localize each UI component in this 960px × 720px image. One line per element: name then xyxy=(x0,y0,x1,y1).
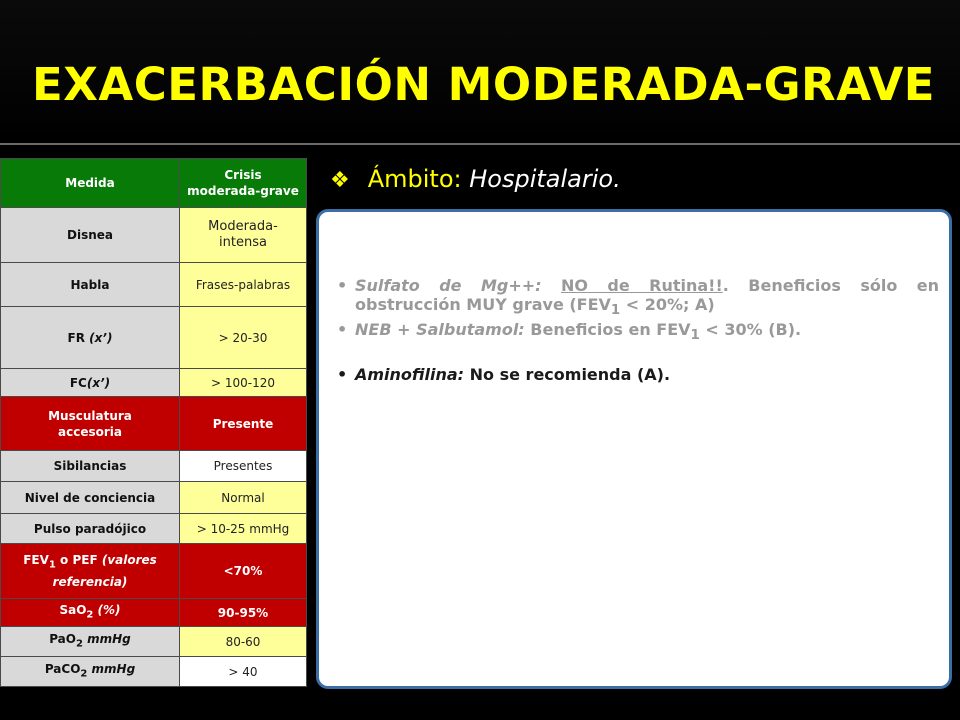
table-row xyxy=(1,482,307,514)
row-label xyxy=(1,657,180,687)
row-label-unit: (%) xyxy=(93,602,121,617)
row-label xyxy=(1,627,180,657)
row-label-text: PaCO xyxy=(44,661,81,676)
list-item xyxy=(335,276,939,320)
row-label-sub: 2 xyxy=(75,638,83,650)
row-value xyxy=(180,208,307,263)
table-row xyxy=(1,369,307,397)
row-value: 80-60 xyxy=(180,627,307,657)
row-label-unit: (x’) xyxy=(89,330,113,345)
row-label-sub: 2 xyxy=(80,668,88,680)
table-row xyxy=(1,263,307,307)
scope-value: Hospitalario. xyxy=(461,165,621,193)
row-value: > 100-120 xyxy=(180,369,307,397)
row-value: Presente xyxy=(180,397,307,451)
row-label-sub: 1 xyxy=(48,559,56,571)
row-label-line2: accesoria xyxy=(58,424,122,439)
bullet-term: Aminofilina: xyxy=(355,365,465,385)
row-label-text: SaO xyxy=(59,602,87,617)
row-value-line2: intensa xyxy=(219,235,267,250)
table-row xyxy=(1,208,307,263)
row-value: Presentes xyxy=(180,451,307,482)
row-label: Nivel de conciencia xyxy=(1,482,180,514)
bullet-text-2: < 20%; A) xyxy=(620,295,715,314)
row-value-line1: Moderada- xyxy=(208,219,278,234)
row-label-text: FEV xyxy=(23,553,49,568)
scope-line xyxy=(330,165,621,193)
row-value: Frases-palabras xyxy=(180,263,307,307)
bullet-sub: 1 xyxy=(610,303,621,319)
table-row xyxy=(1,514,307,544)
row-label: Disnea xyxy=(1,208,180,263)
bullet-dot: • xyxy=(337,320,348,340)
row-label-unit: (x’) xyxy=(86,375,111,390)
header-crisis-line2: moderada-grave xyxy=(187,184,299,198)
bullet-dot: • xyxy=(337,365,348,385)
bullet-sub: 1 xyxy=(690,328,700,344)
bullet-list xyxy=(335,276,939,384)
content-box xyxy=(316,209,952,689)
diamond-bullet-icon: ❖ xyxy=(330,168,350,193)
row-label-italic-2: referencia) xyxy=(52,574,128,589)
row-label: Pulso paradójico xyxy=(1,514,180,544)
row-label xyxy=(1,544,180,599)
row-label-text: PaO xyxy=(49,631,76,646)
row-label-italic: (valores xyxy=(101,553,157,568)
bullet-text: No se recomienda (A). xyxy=(464,365,671,385)
header-medida: Medida xyxy=(1,159,180,208)
row-label-unit: mmHg xyxy=(87,661,136,676)
list-item xyxy=(335,365,939,384)
table-row-highlight xyxy=(1,599,307,627)
row-label xyxy=(1,307,180,369)
list-item xyxy=(335,320,939,345)
table-header-row xyxy=(1,159,307,208)
scope-label: Ámbito: xyxy=(367,165,462,193)
criteria-table xyxy=(0,158,307,687)
bullet-text: Beneficios en FEV xyxy=(524,320,691,340)
row-label-text: FC xyxy=(69,375,87,390)
table-row xyxy=(1,307,307,369)
bullet-term: NEB + Salbutamol: xyxy=(355,320,525,340)
row-value: > 20-30 xyxy=(180,307,307,369)
row-label-text: FR xyxy=(67,330,85,345)
row-label-unit: mmHg xyxy=(82,631,131,646)
header-crisis xyxy=(180,159,307,208)
row-label xyxy=(1,369,180,397)
bullet-text: . Beneficios sólo en obstrucción MUY grave (FEV xyxy=(355,276,939,314)
row-label-sub: 2 xyxy=(86,609,94,621)
table-row xyxy=(1,627,307,657)
bullet-emphasis: NO de Rutina!! xyxy=(560,276,723,295)
row-label: Sibilancias xyxy=(1,451,180,482)
row-label xyxy=(1,599,180,627)
table-row-highlight xyxy=(1,397,307,451)
row-label xyxy=(1,397,180,451)
row-value: > 10-25 mmHg xyxy=(180,514,307,544)
bullet-term: Sulfato de Mg++: xyxy=(355,276,542,295)
header-crisis-line1: Crisis xyxy=(224,168,262,182)
row-value: Normal xyxy=(180,482,307,514)
bullet-text-2: < 30% (B). xyxy=(699,320,802,340)
row-label: Habla xyxy=(1,263,180,307)
slide-title: EXACERBACIÓN MODERADA-GRAVE xyxy=(32,58,936,111)
row-label-line1: Musculatura xyxy=(48,408,132,423)
bullet-dot: • xyxy=(337,276,348,295)
table-row xyxy=(1,657,307,687)
table-row-highlight xyxy=(1,544,307,599)
row-value: 90-95% xyxy=(180,599,307,627)
table-row xyxy=(1,451,307,482)
row-value: <70% xyxy=(180,544,307,599)
row-value: > 40 xyxy=(180,657,307,687)
row-label-mid: o PEF xyxy=(55,553,102,568)
